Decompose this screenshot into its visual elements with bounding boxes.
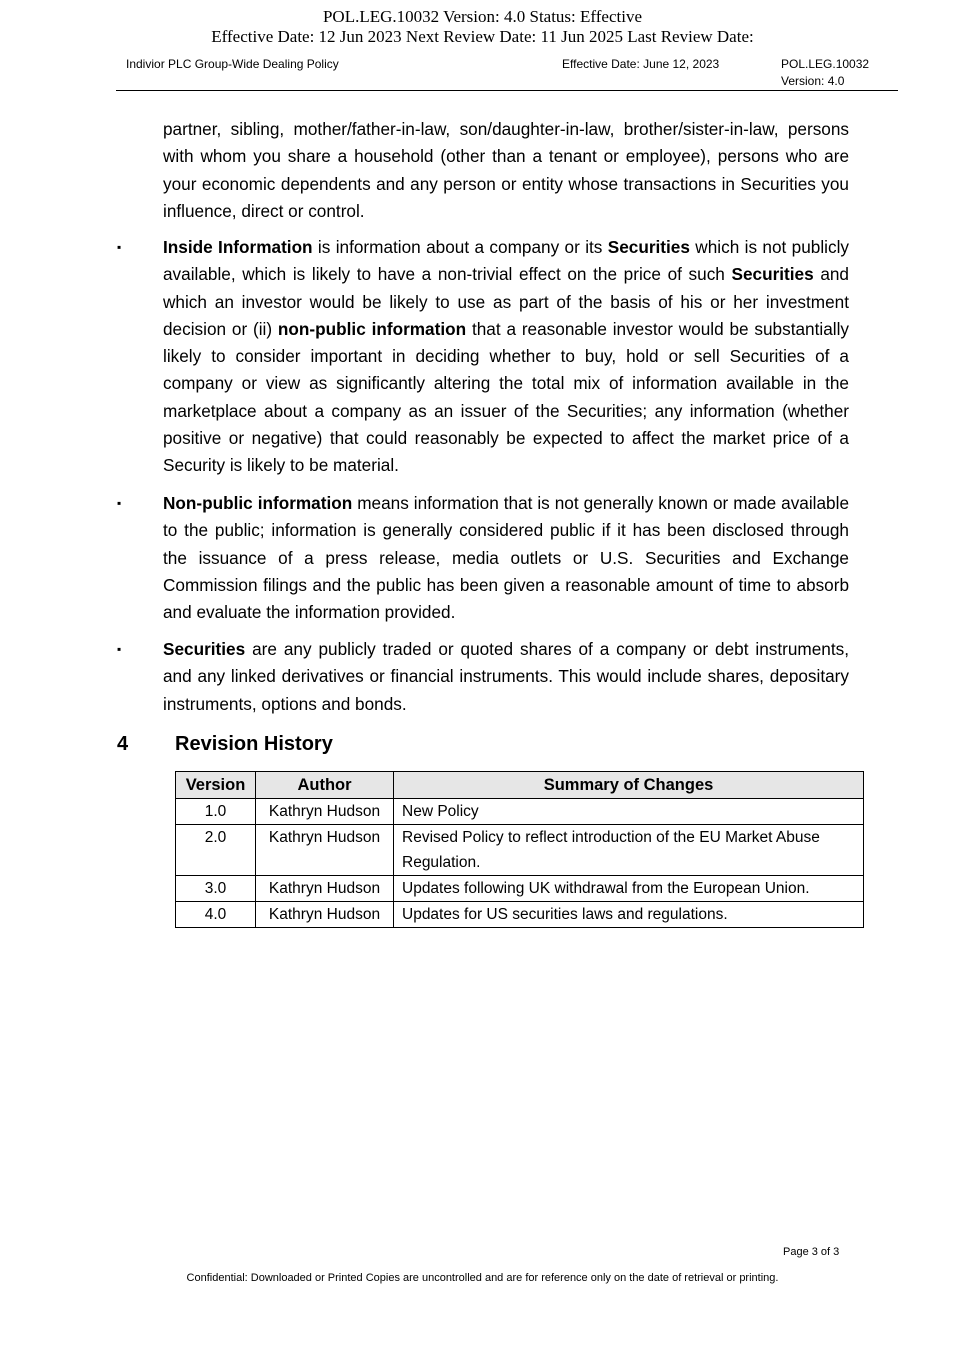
definition-term: Non-public information xyxy=(163,493,353,513)
cell-version: 3.0 xyxy=(176,876,256,902)
definition-securities: Securities are any publicly traded or quoted shares of a company or debt instruments, and any linked derivatives or financial instruments. This would include shares, depositary instruments, options and bonds. xyxy=(163,639,849,714)
cell-author: Kathryn Hudson xyxy=(256,876,394,902)
bullet-marker: ▪ xyxy=(117,240,122,254)
cell-summary: Updates for US securities laws and regulations. xyxy=(394,902,864,928)
document-control-line-1: POL.LEG.10032 Version: 4.0 Status: Effective xyxy=(322,7,643,26)
cell-version: 4.0 xyxy=(176,902,256,928)
document-control-line-2: Effective Date: 12 Jun 2023 Next Review Date: 11 Jun 2025 Last Review Date: xyxy=(211,27,754,46)
header-divider xyxy=(116,90,898,91)
bullet-marker: ▪ xyxy=(117,496,122,510)
column-header-author: Author xyxy=(256,772,394,799)
table-row xyxy=(176,902,864,928)
section-title: Revision History xyxy=(175,733,333,755)
column-header-version: Version xyxy=(176,772,256,799)
cell-author: Kathryn Hudson xyxy=(256,825,394,876)
cell-summary: Updates following UK withdrawal from the European Union. xyxy=(394,876,864,902)
cell-version: 1.0 xyxy=(176,799,256,825)
cell-author: Kathryn Hudson xyxy=(256,902,394,928)
column-header-summary: Summary of Changes xyxy=(394,772,864,799)
definition-term: Securities xyxy=(163,639,246,659)
definition-non-public-information: Non-public information means information that is not generally known or made available to the public; information is generally considered public if it has been disclosed through the issuance of a press release, media outlets or U.S. Securities and Exchange Commission filings and the public has been given a reasonable amount of time to absorb and evaluate the information provided. xyxy=(163,493,849,623)
revision-history-table xyxy=(175,771,864,928)
table-row xyxy=(176,799,864,825)
cell-summary: Revised Policy to reflect introduction of the EU Market Abuse Regulation. xyxy=(394,825,864,876)
running-header-title: Indivior PLC Group-Wide Dealing Policy xyxy=(126,57,339,71)
page-number: Page 3 of 3 xyxy=(783,1246,840,1258)
cell-author: Kathryn Hudson xyxy=(256,799,394,825)
running-header-version: Version: 4.0 xyxy=(781,74,845,88)
definition-term: Inside Information xyxy=(163,237,313,257)
bullet-marker: ▪ xyxy=(117,642,122,656)
running-header-doc-id: POL.LEG.10032 xyxy=(781,57,870,71)
table-header-row xyxy=(176,772,864,799)
cell-version: 2.0 xyxy=(176,825,256,876)
definition-inside-information: Inside Information is information about a company or its Securities which is not publicly available, which is likely to have a non-trivial effect on the price of such Securities and which an investor would be likely to use as part of the basis of his or her investment decision or (ii) non-public information that a reasonable investor would be substantially likely to consider important in deciding whether to buy, hold or sell Securities of a company or view as significantly altering the total mix of information available in the marketplace about a company as an issuer of the Securities; any information (whether positive or negative) that could reasonably be expected to affect the market price of a Security is likely to be material. xyxy=(163,237,849,476)
cell-summary: New Policy xyxy=(394,799,864,825)
running-header-effective-date: Effective Date: June 12, 2023 xyxy=(562,57,720,71)
continuation-paragraph: partner, sibling, mother/father-in-law, son/daughter-in-law, brother/sister-in-law, persons with whom you share a household (other than a tenant or employee), persons who are your economic dependents and any person or entity whose transactions in Securities you influence, direct or control. xyxy=(163,119,849,221)
confidentiality-notice: Confidential: Downloaded or Printed Copies are uncontrolled and are for reference only on the date of retrieval or printing. xyxy=(186,1272,779,1284)
table-row xyxy=(176,825,864,876)
section-number: 4 xyxy=(117,733,129,755)
table-row xyxy=(176,876,864,902)
